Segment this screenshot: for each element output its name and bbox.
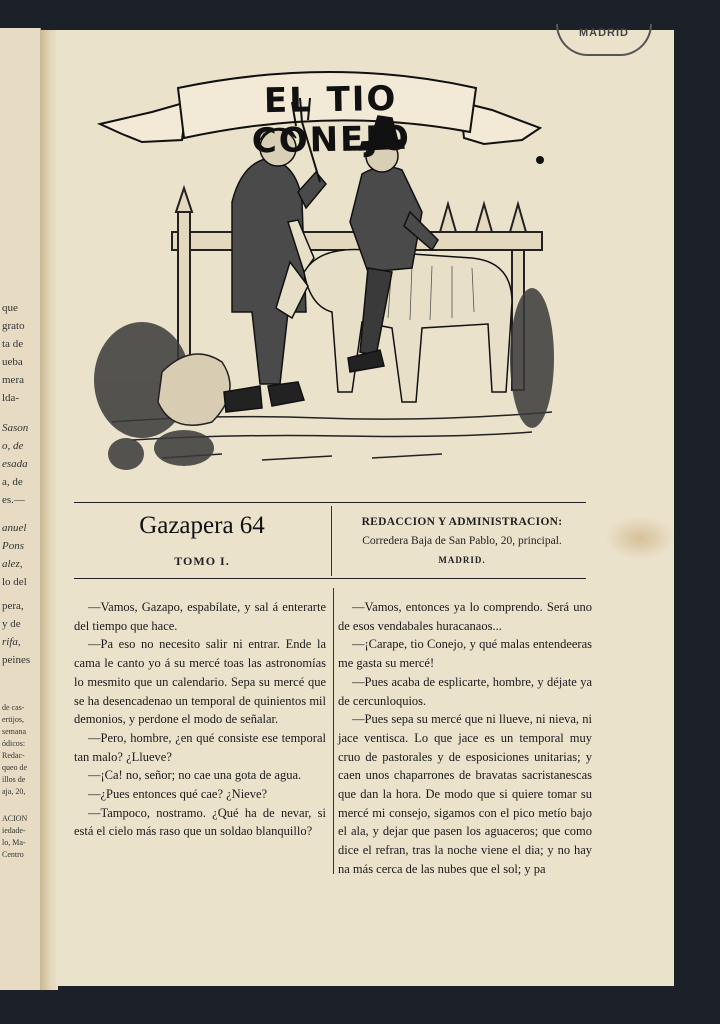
- office-city: MADRID.: [438, 555, 486, 565]
- paper-stain: [605, 516, 675, 560]
- prev-page-fragment: mera: [2, 374, 24, 386]
- volume-label: TOMO I.: [174, 554, 230, 568]
- header-rule-top: [74, 502, 586, 503]
- prev-page-fragment: grato: [2, 320, 25, 332]
- dialogue-paragraph: —Pero, hombre, ¿en qué consiste ese temporal tan malo? ¿Llueve?: [74, 730, 326, 764]
- article-column-right: [338, 598, 592, 879]
- prev-page-fragment: ueba: [2, 356, 23, 368]
- dialogue-paragraph: —¡Ca! no, señor; no cae una gota de agua.: [88, 768, 302, 783]
- prev-page-fragment: Pons: [2, 540, 24, 552]
- prev-page-fragment: Centro: [2, 850, 24, 859]
- previous-page-edge: [0, 28, 41, 990]
- prev-page-fragment: ACION: [2, 814, 28, 823]
- prev-page-fragment: o, de: [2, 440, 24, 452]
- article-column-left: [74, 598, 326, 841]
- library-stamp: MADRID: [556, 24, 652, 56]
- prev-page-fragment: lo del: [2, 576, 27, 588]
- issue-title: Gazapera 64: [139, 512, 265, 539]
- prev-page-fragment: es.—: [2, 494, 25, 506]
- dialogue-paragraph: —Pues sepa su mercé que ni llueve, ni nieva, ni jace ventisca. Lo que jace es un temporal muy cruo de pastorales y de esposiciones unitarias; y caen unos chaparrones de bravatas sacristanescas que dan la hora. De modo que si quiere tomar su mercé mi consejo, sigamos con el pico metío bajo el ala, y dejar que pasen los aguaceros; que como dice el refran, tras la noche viene el dia; y no hay na más cerca de las nubes que el sol; y pa: [338, 712, 592, 876]
- masthead-title: EL TIO CONEJO: [251, 78, 412, 162]
- office-heading: REDACCION Y ADMINISTRACION:: [361, 516, 563, 528]
- prev-page-fragment: Sason: [2, 422, 29, 434]
- dialogue-paragraph: —Tampoco, nostramo. ¿Qué ha de nevar, si está el cielo más raso que un soldao blanquillo?: [74, 805, 326, 839]
- prev-page-fragment: peines: [2, 654, 31, 666]
- prev-page-fragment: de cas-: [2, 703, 25, 712]
- dialogue-paragraph: —Vamos, entonces ya lo comprendo. Será uno de esos vendabales huracanaos...: [338, 600, 592, 633]
- prev-page-fragment: que: [2, 302, 18, 314]
- prev-page-fragment: rifa,: [2, 636, 21, 648]
- dialogue-paragraph: —Pues acaba de esplicarte, hombre, y déjate ya de cercunloquios.: [338, 674, 592, 708]
- prev-page-fragment: anuel: [2, 522, 27, 534]
- dialogue-paragraph: —¡Carape, tio Conejo, y qué malas entendeeras me gasta su mercé!: [338, 637, 592, 671]
- prev-page-fragment: ta de: [2, 338, 24, 350]
- header-rule-bottom: [74, 578, 586, 579]
- prev-page-fragment: ertijos,: [2, 715, 24, 724]
- prev-page-fragment: alez,: [2, 558, 23, 570]
- prev-page-fragment: illos de: [2, 775, 26, 784]
- dialogue-paragraph: —Pa eso no necesito salir ni entrar. Ende la cama le canto yo á su mercé toas las astronomías lo mesmito que un calendario. Sepa su mercé que se ha desencadenao un temporal de quinientos mil demonios, y perdone el modo de señalar.: [74, 637, 326, 727]
- column-divider: [333, 588, 334, 874]
- prev-page-fragment: y de: [2, 618, 21, 630]
- prev-page-fragment: pera,: [2, 600, 24, 612]
- prev-page-fragment: Redac-: [2, 751, 25, 760]
- prev-page-fragment: esada: [2, 458, 28, 470]
- prev-page-fragment: a, de: [2, 476, 23, 488]
- office-address: Corredera Baja de San Pablo, 20, principal.: [362, 535, 562, 547]
- prev-page-fragment: aja, 20,: [2, 787, 26, 796]
- prev-page-fragment: semana: [2, 727, 26, 736]
- dialogue-paragraph: —Vamos, Gazapo, espabílate, y sal á enterarte del tiempo que hace.: [74, 600, 326, 633]
- header-divider: [331, 506, 332, 576]
- prev-page-fragment: ódicos:: [2, 739, 26, 748]
- prev-page-fragment: queo de: [2, 763, 28, 772]
- prev-page-fragment: lda-: [2, 392, 20, 404]
- prev-page-fragment: iedade-: [2, 826, 26, 835]
- prev-page-fragment: lo, Ma-: [2, 838, 26, 847]
- dialogue-paragraph: —¿Pues entonces qué cae? ¿Nieve?: [88, 787, 268, 802]
